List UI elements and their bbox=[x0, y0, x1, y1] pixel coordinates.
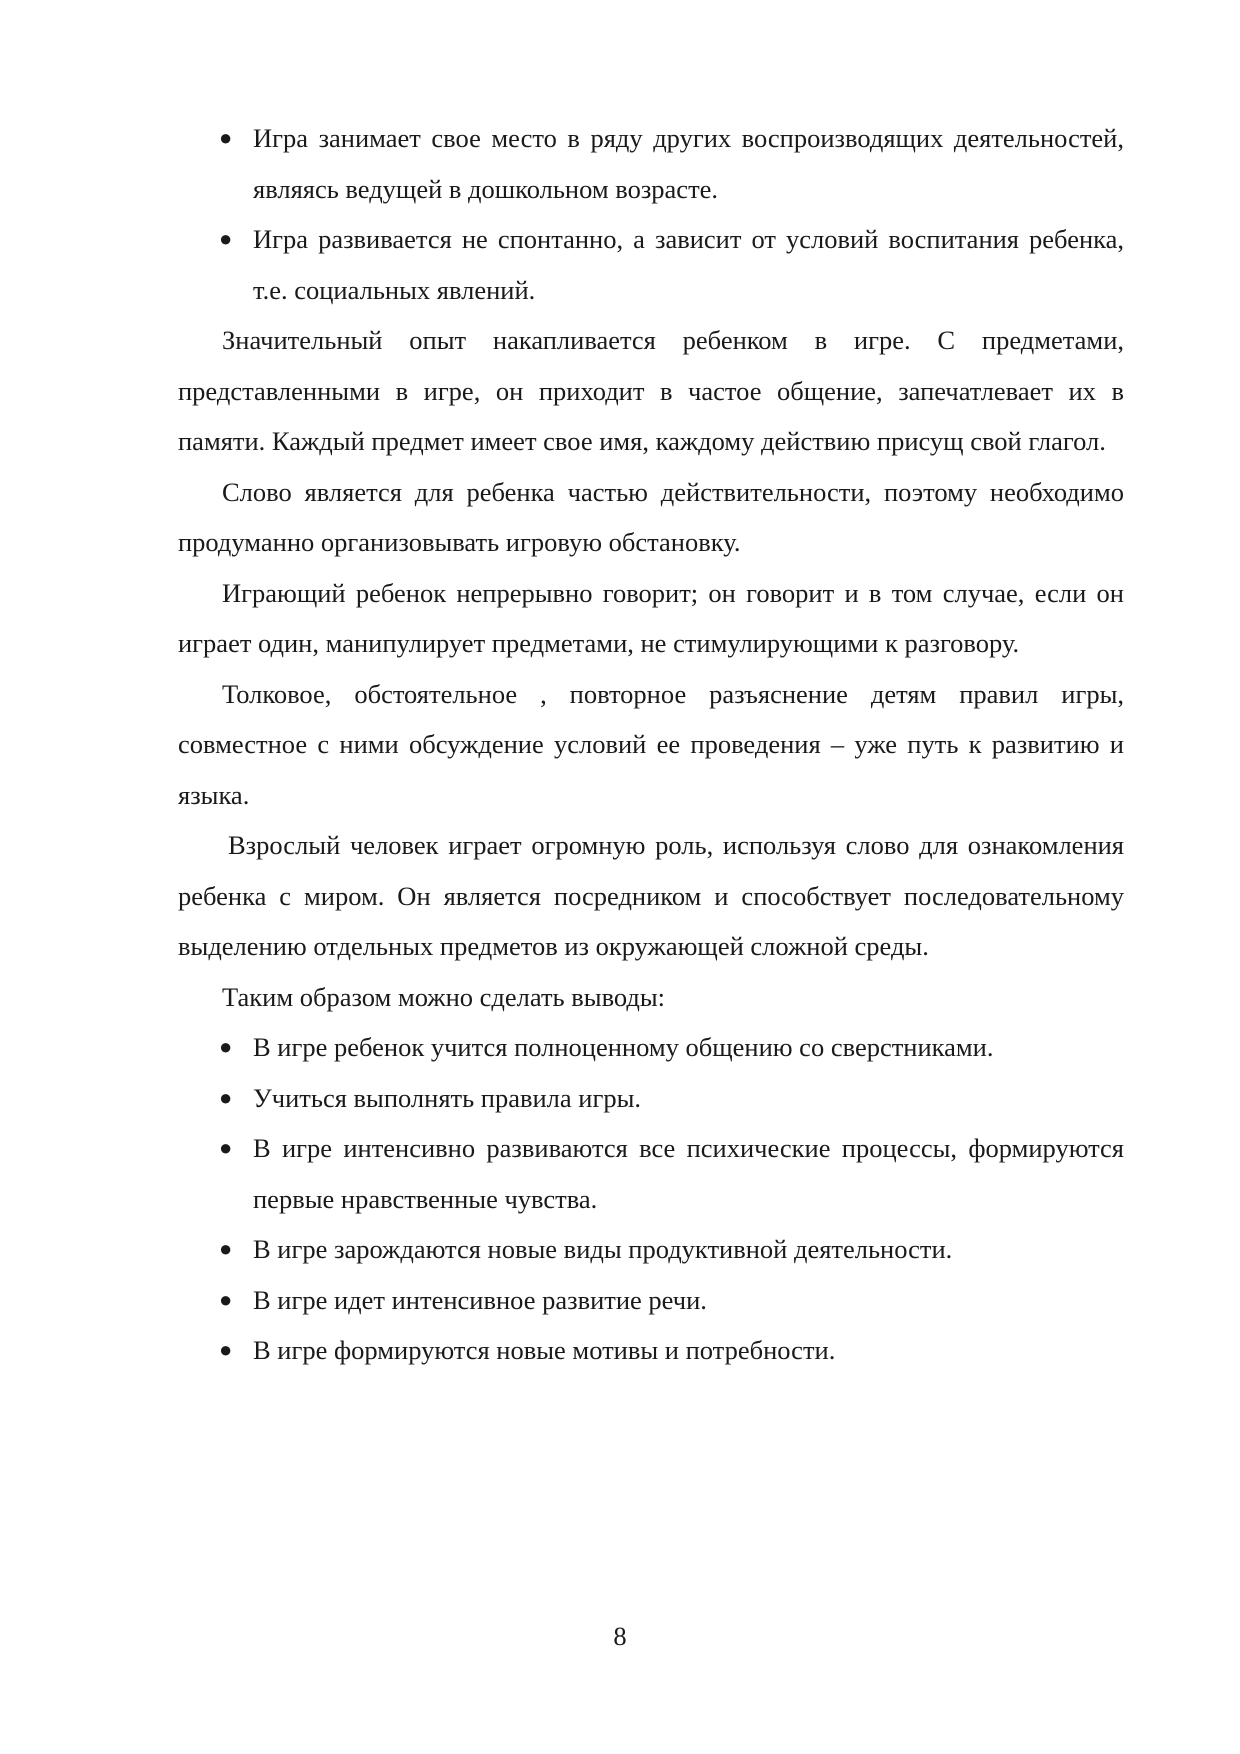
list-item-text: В игре ребенок учится полноценному общению со сверстниками. bbox=[253, 1032, 994, 1062]
bullet-icon: ● bbox=[219, 1135, 233, 1160]
list-item-text: В игре зарождаются новые виды продуктивной деятельности. bbox=[253, 1234, 953, 1264]
document-body bbox=[178, 113, 1124, 1376]
page-number: 8 bbox=[613, 1621, 627, 1651]
list-item-text: Игра занимает свое место в ряду других воспроизводящих деятельностей, являясь ведущей в дошкольном возрасте. bbox=[253, 123, 1124, 204]
paragraph: Слово является для ребенка частью действительности, поэтому необходимо продуманно организовывать игровую обстановку. bbox=[178, 476, 1124, 557]
bullet-icon: ● bbox=[219, 1286, 233, 1312]
list-item-text: В игре формируются новые мотивы и потребности. bbox=[253, 1335, 836, 1365]
list-item bbox=[178, 1224, 1124, 1275]
list-item bbox=[178, 1123, 1124, 1224]
bullet-icon: ● bbox=[219, 1236, 233, 1261]
list-item bbox=[178, 214, 1124, 315]
list-item-text: Игра развивается не спонтанно, а зависит от условий воспитания ребенка, т.е. социальных явлений. bbox=[253, 224, 1124, 305]
list-item bbox=[178, 1325, 1124, 1376]
intro-bullet-list bbox=[178, 113, 1124, 315]
list-item-text: В игре интенсивно развиваются все психические процессы, формируются первые нравственные чувства. bbox=[253, 1133, 1124, 1214]
paragraph: Значительный опыт накапливается ребенком в игре. С предметами, представленными в игре, он приходит в частое общение, запечатлевает их в памяти. Каждый предмет имеет свое имя, каждому действию присущ свой глагол. bbox=[178, 325, 1124, 456]
paragraph: Таким образом можно сделать выводы: bbox=[222, 981, 666, 1012]
list-item bbox=[178, 113, 1124, 214]
list-item bbox=[178, 1073, 1124, 1124]
list-item-text: Учиться выполнять правила игры. bbox=[253, 1082, 642, 1113]
bullet-icon: ● bbox=[219, 1034, 233, 1059]
bullet-icon: ● bbox=[219, 1084, 233, 1110]
paragraph: Взрослый человек играет огромную роль, используя слово для ознакомления ребенка с миром. Он является посредником и способствует последовательному выделению отдельных предметов из окружающей сложной среды. bbox=[178, 830, 1124, 961]
conclusion-bullet-list bbox=[178, 1022, 1124, 1376]
bullet-icon: ● bbox=[219, 226, 233, 251]
list-item-text: В игре идет интенсивное развитие речи. bbox=[253, 1284, 707, 1315]
bullet-icon: ● bbox=[219, 1337, 233, 1362]
paragraph: Играющий ребенок непрерывно говорит; он говорит и в том случае, если он играет один, манипулирует предметами, не стимулирующими к разговору. bbox=[178, 577, 1124, 658]
paragraph: Толковое, обстоятельное , повторное разъяснение детям правил игры, совместное с ними обсуждение условий ее проведения – уже путь к развитию и языка. bbox=[178, 678, 1124, 810]
bullet-icon: ● bbox=[219, 125, 233, 150]
list-item bbox=[178, 1275, 1124, 1326]
list-item bbox=[178, 1022, 1124, 1073]
